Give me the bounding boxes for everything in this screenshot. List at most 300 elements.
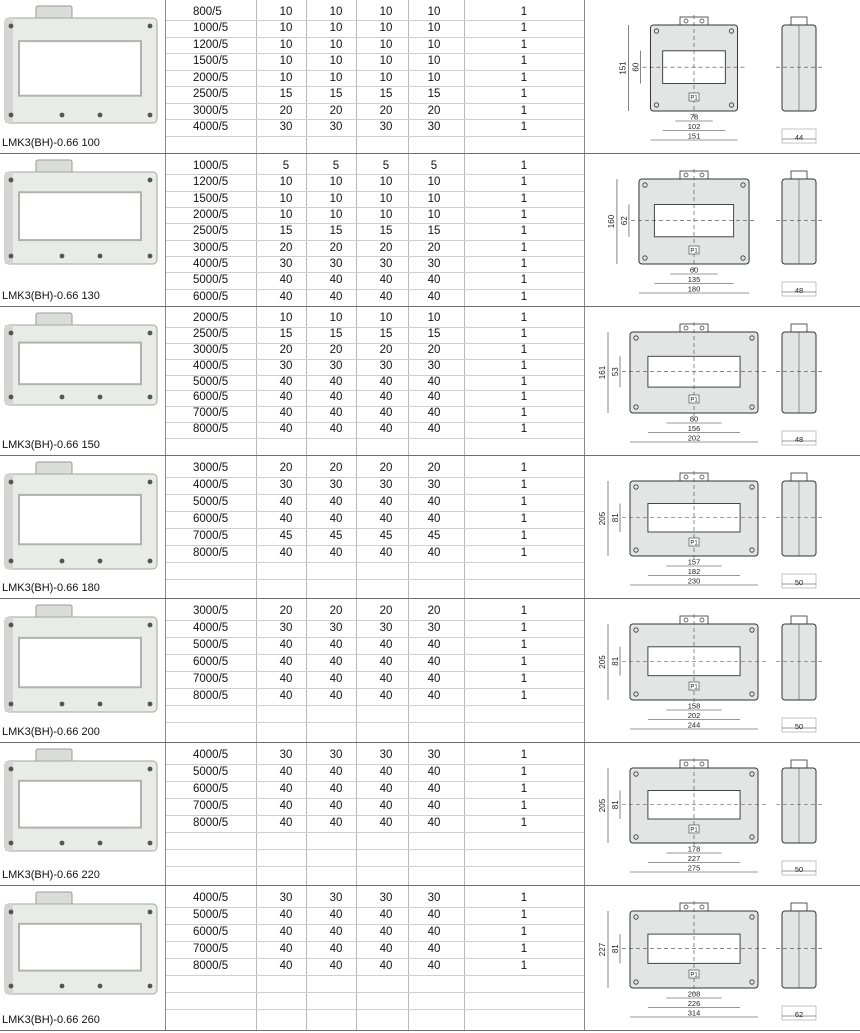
product-block bbox=[0, 886, 860, 1031]
capacity-value: 40 bbox=[427, 673, 441, 685]
turns-value: 1 bbox=[520, 104, 528, 117]
housing-edge bbox=[5, 617, 13, 712]
table-row bbox=[166, 620, 584, 638]
capacity-value: 10 bbox=[379, 6, 393, 18]
rated-current-ratio: 4000/5 bbox=[193, 622, 229, 634]
screw-hole bbox=[98, 984, 103, 989]
table-row bbox=[166, 890, 584, 908]
model-label: LMK3(BH)-0.66 220 bbox=[2, 869, 100, 881]
screw-hole bbox=[60, 559, 65, 564]
capacity-value: 20 bbox=[279, 462, 293, 474]
capacity-value: 40 bbox=[279, 290, 293, 303]
turns-value: 1 bbox=[520, 749, 528, 761]
capacity-value: 40 bbox=[279, 766, 293, 778]
dimension-drawing bbox=[586, 457, 860, 598]
table-row bbox=[166, 70, 584, 87]
capacity-value: 40 bbox=[379, 375, 393, 388]
screw-hole bbox=[98, 559, 103, 564]
table-row bbox=[166, 406, 584, 423]
table-row bbox=[166, 494, 584, 512]
capacity-value: 40 bbox=[379, 496, 393, 508]
dimension-drawing bbox=[586, 600, 860, 742]
capacity-value: 40 bbox=[329, 817, 343, 829]
table-row bbox=[166, 654, 584, 672]
column-divider bbox=[584, 886, 585, 1030]
screw-hole bbox=[9, 331, 14, 336]
capacity-value: 10 bbox=[279, 22, 293, 35]
capacity-value: 10 bbox=[427, 312, 441, 324]
column-divider bbox=[584, 0, 585, 153]
rated-current-ratio: 4000/5 bbox=[193, 479, 229, 491]
turns-value: 1 bbox=[520, 673, 528, 685]
table-row bbox=[166, 289, 584, 305]
screw-hole bbox=[9, 254, 14, 259]
turns-value: 1 bbox=[520, 160, 528, 172]
screw-hole bbox=[148, 767, 153, 772]
table-row bbox=[166, 705, 584, 723]
table-row bbox=[166, 924, 584, 942]
capacity-value: 20 bbox=[329, 104, 343, 117]
width-dimension: 202 bbox=[687, 433, 701, 443]
table-row bbox=[166, 477, 584, 495]
capacity-value: 40 bbox=[379, 943, 393, 955]
screw-hole bbox=[9, 113, 14, 118]
window-height-dimension: 60 bbox=[631, 62, 641, 72]
capacity-value: 20 bbox=[427, 343, 441, 356]
turns-value: 1 bbox=[520, 656, 528, 668]
turns-value: 1 bbox=[520, 960, 528, 972]
product-photo bbox=[2, 603, 162, 718]
capacity-value: 40 bbox=[379, 800, 393, 812]
screw-hole bbox=[9, 480, 14, 485]
capacity-value: 40 bbox=[279, 943, 293, 955]
capacity-value: 30 bbox=[279, 359, 293, 372]
capacity-value: 40 bbox=[279, 274, 293, 287]
screw-hole bbox=[60, 254, 65, 259]
capacity-value: 10 bbox=[427, 6, 441, 18]
width-dimension: 157 bbox=[687, 557, 701, 567]
capacity-value: 40 bbox=[329, 673, 343, 685]
window-opening bbox=[19, 924, 141, 971]
rated-current-ratio: 8000/5 bbox=[193, 960, 229, 972]
rated-current-ratio: 8000/5 bbox=[193, 817, 229, 829]
capacity-value: 10 bbox=[379, 55, 393, 68]
table-row bbox=[166, 240, 584, 257]
capacity-value: 40 bbox=[279, 783, 293, 795]
capacity-value: 20 bbox=[279, 605, 293, 617]
rated-current-ratio: 5000/5 bbox=[193, 496, 229, 508]
capacity-value: 40 bbox=[329, 800, 343, 812]
capacity-value: 30 bbox=[427, 258, 441, 270]
turns-value: 1 bbox=[520, 192, 528, 205]
capacity-value: 10 bbox=[329, 176, 343, 189]
table-row bbox=[166, 460, 584, 478]
rated-current-ratio: 2500/5 bbox=[193, 88, 229, 101]
model-label: LMK3(BH)-0.66 200 bbox=[2, 726, 100, 738]
rated-current-ratio: 7000/5 bbox=[193, 943, 229, 955]
rated-current-ratio: 2500/5 bbox=[193, 225, 229, 238]
table-row bbox=[166, 223, 584, 240]
turns-value: 1 bbox=[520, 605, 528, 617]
screw-hole bbox=[148, 480, 153, 485]
turns-value: 1 bbox=[520, 496, 528, 508]
window-height-dimension: 81 bbox=[611, 800, 620, 810]
table-row bbox=[166, 272, 584, 289]
p1-label: P1 bbox=[690, 248, 698, 255]
capacity-value: 30 bbox=[427, 121, 441, 134]
window-height-dimension: 81 bbox=[611, 656, 620, 666]
rated-current-ratio: 800/5 bbox=[193, 6, 222, 18]
capacity-value: 40 bbox=[279, 926, 293, 938]
capacity-value: 40 bbox=[329, 423, 343, 436]
product-block bbox=[0, 456, 860, 599]
capacity-value: 30 bbox=[379, 359, 393, 372]
table-row bbox=[166, 327, 584, 344]
p1-label: P1 bbox=[690, 972, 698, 979]
capacity-value: 40 bbox=[279, 690, 293, 702]
screw-hole bbox=[98, 702, 103, 707]
capacity-value: 40 bbox=[427, 423, 441, 436]
height-dimension: 151 bbox=[618, 61, 628, 75]
capacity-value: 40 bbox=[379, 290, 393, 303]
table-row bbox=[166, 103, 584, 120]
capacity-value: 30 bbox=[379, 892, 393, 904]
capacity-value: 10 bbox=[427, 55, 441, 68]
rated-current-ratio: 6000/5 bbox=[193, 926, 229, 938]
capacity-value: 15 bbox=[427, 88, 441, 101]
model-label: LMK3(BH)-0.66 180 bbox=[2, 582, 100, 594]
screw-hole bbox=[60, 395, 65, 400]
rated-current-ratio: 1200/5 bbox=[193, 176, 229, 189]
rated-current-ratio: 8000/5 bbox=[193, 690, 229, 702]
screw-hole bbox=[148, 395, 153, 400]
turns-value: 1 bbox=[520, 943, 528, 955]
capacity-value: 40 bbox=[279, 909, 293, 921]
capacity-value: 15 bbox=[279, 225, 293, 238]
p1-label: P1 bbox=[690, 397, 698, 404]
capacity-value: 40 bbox=[427, 639, 441, 651]
rated-current-ratio: 7000/5 bbox=[193, 407, 229, 420]
turns-value: 1 bbox=[520, 121, 528, 134]
turns-value: 1 bbox=[520, 892, 528, 904]
table-row bbox=[166, 907, 584, 925]
rated-current-ratio: 8000/5 bbox=[193, 423, 229, 436]
table-row bbox=[166, 86, 584, 103]
capacity-value: 40 bbox=[379, 926, 393, 938]
screw-hole bbox=[148, 623, 153, 628]
model-label: LMK3(BH)-0.66 100 bbox=[2, 137, 100, 149]
capacity-value: 15 bbox=[379, 88, 393, 101]
capacity-value: 20 bbox=[279, 104, 293, 117]
capacity-value: 40 bbox=[279, 656, 293, 668]
capacity-value: 15 bbox=[379, 225, 393, 238]
rated-current-ratio: 3000/5 bbox=[193, 605, 229, 617]
capacity-value: 40 bbox=[427, 290, 441, 303]
column-divider bbox=[584, 456, 585, 598]
capacity-value: 10 bbox=[329, 22, 343, 35]
rated-current-ratio: 3000/5 bbox=[193, 343, 229, 356]
rated-current-ratio: 6000/5 bbox=[193, 513, 229, 525]
screw-hole bbox=[148, 702, 153, 707]
capacity-value: 40 bbox=[279, 375, 293, 388]
window-opening bbox=[19, 781, 141, 828]
table-row bbox=[166, 343, 584, 360]
capacity-value: 10 bbox=[279, 71, 293, 84]
capacity-value: 10 bbox=[379, 176, 393, 189]
rated-current-ratio: 1000/5 bbox=[193, 22, 229, 35]
capacity-value: 10 bbox=[379, 192, 393, 205]
turns-value: 1 bbox=[520, 639, 528, 651]
capacity-value: 20 bbox=[329, 462, 343, 474]
capacity-value: 40 bbox=[329, 926, 343, 938]
product-photo bbox=[2, 158, 162, 270]
table-row bbox=[166, 422, 584, 439]
rated-current-ratio: 5000/5 bbox=[193, 274, 229, 287]
side-width-dimension: 48 bbox=[794, 435, 804, 444]
capacity-value: 40 bbox=[427, 496, 441, 508]
width-dimension: 227 bbox=[687, 854, 701, 863]
capacity-value: 10 bbox=[427, 192, 441, 205]
capacity-value: 40 bbox=[379, 391, 393, 404]
turns-value: 1 bbox=[520, 22, 528, 35]
table-row bbox=[166, 511, 584, 529]
capacity-value: 40 bbox=[427, 407, 441, 420]
window-height-dimension: 53 bbox=[611, 367, 620, 377]
screw-hole bbox=[9, 623, 14, 628]
rated-current-ratio: 7000/5 bbox=[193, 800, 229, 812]
housing-edge bbox=[5, 904, 13, 994]
table-row bbox=[166, 866, 584, 883]
p1-label: P1 bbox=[690, 684, 698, 691]
capacity-value: 20 bbox=[427, 462, 441, 474]
turns-value: 1 bbox=[520, 817, 528, 829]
product-block bbox=[0, 154, 860, 307]
turns-value: 1 bbox=[520, 926, 528, 938]
capacity-value: 30 bbox=[427, 479, 441, 491]
turns-value: 1 bbox=[520, 909, 528, 921]
product-block bbox=[0, 743, 860, 886]
turns-value: 1 bbox=[520, 6, 528, 18]
capacity-value: 30 bbox=[279, 892, 293, 904]
rated-current-ratio: 6000/5 bbox=[193, 656, 229, 668]
rated-current-ratio: 4000/5 bbox=[193, 749, 229, 761]
rated-current-ratio: 2000/5 bbox=[193, 312, 229, 324]
turns-value: 1 bbox=[520, 258, 528, 270]
capacity-value: 10 bbox=[279, 38, 293, 51]
column-divider bbox=[584, 307, 585, 455]
table-row bbox=[166, 941, 584, 959]
capacity-value: 45 bbox=[279, 530, 293, 542]
table-row bbox=[166, 637, 584, 655]
capacity-value: 5 bbox=[382, 160, 390, 172]
capacity-value: 30 bbox=[279, 622, 293, 634]
capacity-value: 5 bbox=[430, 160, 438, 172]
window-height-dimension: 81 bbox=[611, 513, 620, 523]
p1-label: P1 bbox=[690, 95, 698, 102]
rated-current-ratio: 1000/5 bbox=[193, 160, 229, 172]
capacity-value: 10 bbox=[279, 176, 293, 189]
table-row bbox=[166, 4, 584, 21]
capacity-value: 10 bbox=[427, 209, 441, 221]
screw-hole bbox=[60, 113, 65, 118]
capacity-value: 40 bbox=[379, 673, 393, 685]
capacity-value: 30 bbox=[329, 121, 343, 134]
capacity-value: 30 bbox=[329, 479, 343, 491]
capacity-value: 10 bbox=[427, 176, 441, 189]
screw-hole bbox=[9, 702, 14, 707]
rated-current-ratio: 2500/5 bbox=[193, 327, 229, 340]
housing-edge bbox=[5, 474, 13, 569]
column-divider bbox=[584, 599, 585, 742]
capacity-value: 40 bbox=[279, 496, 293, 508]
dimension-drawing bbox=[586, 1, 860, 153]
capacity-value: 10 bbox=[329, 312, 343, 324]
turns-value: 1 bbox=[520, 343, 528, 356]
turns-value: 1 bbox=[520, 88, 528, 101]
capacity-value: 40 bbox=[279, 407, 293, 420]
turns-value: 1 bbox=[520, 176, 528, 189]
rated-current-ratio: 6000/5 bbox=[193, 391, 229, 404]
housing-edge bbox=[5, 18, 13, 123]
capacity-value: 10 bbox=[279, 209, 293, 221]
capacity-value: 10 bbox=[279, 6, 293, 18]
rated-current-ratio: 3000/5 bbox=[193, 462, 229, 474]
capacity-value: 40 bbox=[379, 423, 393, 436]
capacity-value: 20 bbox=[379, 104, 393, 117]
turns-value: 1 bbox=[520, 38, 528, 51]
screw-hole bbox=[98, 254, 103, 259]
side-width-dimension: 62 bbox=[794, 1010, 804, 1019]
model-label: LMK3(BH)-0.66 130 bbox=[2, 290, 100, 302]
turns-value: 1 bbox=[520, 547, 528, 559]
capacity-value: 40 bbox=[427, 909, 441, 921]
capacity-value: 30 bbox=[379, 479, 393, 491]
capacity-value: 30 bbox=[427, 892, 441, 904]
capacity-value: 40 bbox=[329, 656, 343, 668]
capacity-value: 30 bbox=[329, 359, 343, 372]
capacity-value: 40 bbox=[379, 639, 393, 651]
capacity-value: 40 bbox=[379, 274, 393, 287]
capacity-value: 40 bbox=[329, 639, 343, 651]
turns-value: 1 bbox=[520, 783, 528, 795]
capacity-value: 40 bbox=[427, 766, 441, 778]
capacity-value: 40 bbox=[379, 766, 393, 778]
screw-hole bbox=[9, 767, 14, 772]
screw-hole bbox=[148, 178, 153, 183]
table-row bbox=[166, 438, 584, 454]
table-row bbox=[166, 545, 584, 563]
table-row bbox=[166, 958, 584, 976]
capacity-value: 40 bbox=[427, 943, 441, 955]
side-width-dimension: 50 bbox=[794, 865, 804, 874]
capacity-value: 20 bbox=[379, 605, 393, 617]
rated-current-ratio: 4000/5 bbox=[193, 258, 229, 270]
capacity-value: 40 bbox=[379, 783, 393, 795]
capacity-value: 40 bbox=[329, 960, 343, 972]
rated-current-ratio: 6000/5 bbox=[193, 290, 229, 303]
p1-label: P1 bbox=[690, 540, 698, 547]
turns-value: 1 bbox=[520, 479, 528, 491]
rated-current-ratio: 5000/5 bbox=[193, 375, 229, 388]
table-row bbox=[166, 579, 584, 596]
capacity-value: 10 bbox=[279, 192, 293, 205]
table-row bbox=[166, 1009, 584, 1026]
turns-value: 1 bbox=[520, 766, 528, 778]
capacity-value: 40 bbox=[329, 290, 343, 303]
capacity-value: 40 bbox=[427, 513, 441, 525]
capacity-value: 40 bbox=[329, 783, 343, 795]
window-opening bbox=[19, 343, 141, 385]
capacity-value: 30 bbox=[379, 622, 393, 634]
screw-hole bbox=[98, 395, 103, 400]
capacity-value: 20 bbox=[379, 241, 393, 254]
screw-hole bbox=[9, 24, 14, 29]
table-row bbox=[166, 671, 584, 689]
capacity-value: 10 bbox=[427, 22, 441, 35]
capacity-value: 5 bbox=[332, 160, 340, 172]
width-dimension: 158 bbox=[687, 701, 701, 711]
product-photo bbox=[2, 747, 162, 857]
capacity-value: 20 bbox=[329, 605, 343, 617]
rated-current-ratio: 7000/5 bbox=[193, 530, 229, 542]
height-dimension: 205 bbox=[598, 511, 607, 526]
width-dimension: 156 bbox=[687, 424, 701, 433]
capacity-value: 10 bbox=[329, 71, 343, 84]
width-dimension: 226 bbox=[687, 999, 701, 1008]
turns-value: 1 bbox=[520, 209, 528, 221]
capacity-value: 30 bbox=[329, 749, 343, 761]
capacity-value: 30 bbox=[379, 121, 393, 134]
capacity-value: 40 bbox=[427, 783, 441, 795]
capacity-value: 40 bbox=[427, 375, 441, 388]
width-dimension: 244 bbox=[687, 720, 701, 730]
capacity-value: 45 bbox=[379, 530, 393, 542]
width-dimension: 275 bbox=[687, 863, 701, 873]
capacity-value: 10 bbox=[279, 312, 293, 324]
capacity-value: 30 bbox=[279, 749, 293, 761]
rated-current-ratio: 4000/5 bbox=[193, 892, 229, 904]
turns-value: 1 bbox=[520, 513, 528, 525]
capacity-value: 30 bbox=[329, 892, 343, 904]
screw-hole bbox=[148, 559, 153, 564]
capacity-value: 40 bbox=[427, 656, 441, 668]
product-photo bbox=[2, 4, 162, 129]
screw-hole bbox=[9, 559, 14, 564]
table-row bbox=[166, 849, 584, 867]
side-width-dimension: 44 bbox=[794, 133, 804, 142]
capacity-value: 30 bbox=[427, 622, 441, 634]
turns-value: 1 bbox=[520, 274, 528, 287]
table-row bbox=[166, 975, 584, 993]
capacity-value: 30 bbox=[329, 258, 343, 270]
width-dimension: 135 bbox=[687, 275, 701, 284]
table-row bbox=[166, 256, 584, 273]
rated-current-ratio: 2000/5 bbox=[193, 209, 229, 221]
capacity-value: 40 bbox=[379, 513, 393, 525]
turns-value: 1 bbox=[520, 225, 528, 238]
height-dimension: 161 bbox=[598, 365, 607, 380]
width-dimension: 80 bbox=[689, 414, 699, 424]
side-width-dimension: 48 bbox=[794, 286, 804, 295]
turns-value: 1 bbox=[520, 71, 528, 84]
housing-edge bbox=[5, 761, 13, 851]
capacity-value: 40 bbox=[329, 375, 343, 388]
width-dimension: 178 bbox=[687, 844, 701, 854]
rated-current-ratio: 5000/5 bbox=[193, 639, 229, 651]
product-photo bbox=[2, 311, 162, 411]
table-row bbox=[166, 798, 584, 816]
capacity-value: 40 bbox=[279, 800, 293, 812]
